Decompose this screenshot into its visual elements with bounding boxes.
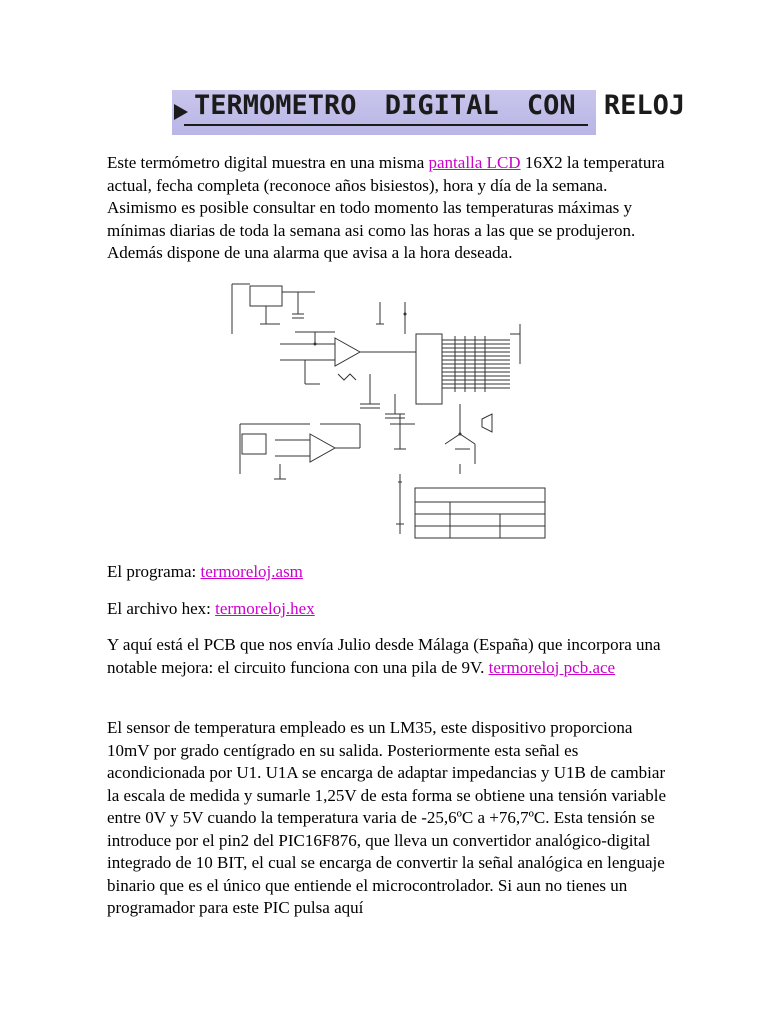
intro-text-end: 16X2 la temperatura actual, fecha completa (reconoce años bisiestos), hora y día de la semana. Asimismo es posible consultar en todo momento las temperaturas máximas y mínimas diarias de toda la semana asi como las horas a las que se produjeron. Además dispone de una alarma que avisa a la hora deseada. — [107, 153, 665, 262]
intro-text-start: Este termómetro digital muestra en una misma — [107, 153, 429, 172]
termoreloj-hex-link[interactable]: termoreloj.hex — [215, 599, 315, 618]
banner-underline — [184, 124, 588, 126]
sensor-paragraph: El sensor de temperatura empleado es un LM35, este dispositivo proporciona 10mV por grado centígrado en su salida. Posteriormente esta señal es acondicionada por U1. U1A se encarga de adaptar impedancias y U1B de cambiar la escala de medida y sumarle 1,25V de esta forma se obtiene una tensión variable entre 0V y 5V cuando la temperatura varia de -25,6ºC a +76,7ºC. Esta tensión se introduce por el pin2 del PIC16F876, que lleva un convertidor analógico-digital integrado de 10 BIT, el cual se encarga de convertir la señal analógica en lenguaje binario que es el único que entiende el microcontrolador. Si aun no tienes un programador para este PIC pulsa aquí — [107, 718, 667, 917]
hexfile-line — [107, 598, 669, 621]
pantalla-lcd-link[interactable]: pantalla LCD — [428, 153, 521, 172]
banner-arrow-icon — [174, 104, 188, 120]
banner-title: TERMOMETRO DIGITAL CON RELOJ — [194, 90, 686, 121]
title-banner — [172, 90, 686, 135]
program-label: El programa: — [107, 562, 201, 581]
termoreloj-pcb-link[interactable] — [489, 658, 616, 677]
program-line — [107, 561, 669, 584]
pcb-text: Y aquí está el PCB que nos envía Julio desde Málaga (España) que incorpora una notable mejora: el circuito funciona con una pila de 9V. — [107, 635, 661, 677]
hexfile-label: El archivo hex: — [107, 599, 216, 618]
circuit-schematic — [220, 274, 550, 542]
pcb-paragraph — [107, 634, 669, 679]
termoreloj-asm-link[interactable]: termoreloj.asm — [200, 562, 303, 581]
pcb-link-part2: pcb.ace — [563, 657, 616, 677]
intro-paragraph — [107, 152, 669, 265]
pcb-link-part1: termoreloj — [488, 657, 564, 677]
